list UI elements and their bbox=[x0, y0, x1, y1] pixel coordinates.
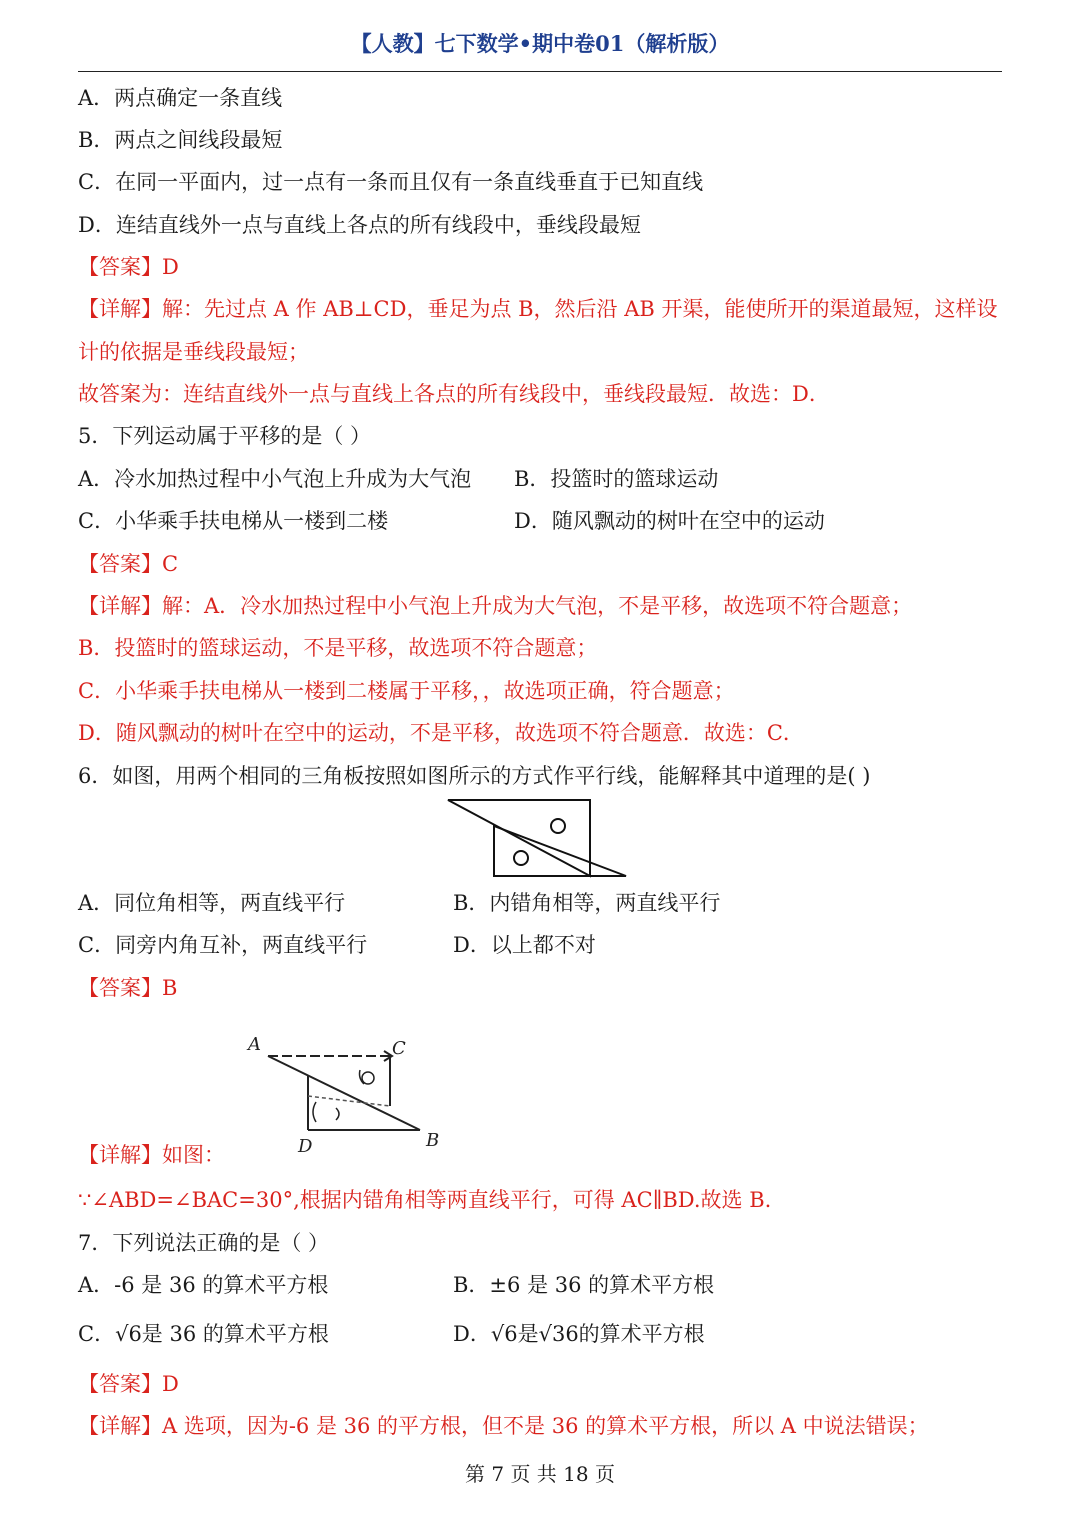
q4-answer: 【答案】D bbox=[78, 255, 179, 279]
q4-option-a: A．两点确定一条直线 bbox=[78, 86, 283, 110]
q7-option-c: C．√6是 36 的算术平方根 bbox=[78, 1322, 329, 1346]
q5-answer: 【答案】C bbox=[78, 552, 179, 576]
q5-detail-2: B．投篮时的篮球运动，不是平移，故选项不符合题意； bbox=[78, 636, 598, 660]
q4-detail-3: 故答案为：连结直线外一点与直线上各点的所有线段中，垂线段最短．故选：D． bbox=[78, 382, 830, 406]
q6-option-d: D．以上都不对 bbox=[453, 933, 596, 957]
q5-option-b: B．投篮时的篮球运动 bbox=[514, 467, 719, 491]
page-header: 【人教】七下数学•期中卷01（解析版） bbox=[350, 31, 730, 56]
q6-detail-label: 【详解】如图： bbox=[78, 1143, 225, 1167]
q6-stem: 6．如图，用两个相同的三角板按照如图所示的方式作平行线，能解释其中道理的是( ) bbox=[78, 764, 871, 788]
q4-option-c: C．在同一平面内，过一点有一条而且仅有一条直线垂直于已知直线 bbox=[78, 170, 704, 194]
q5-option-d: D．随风飘动的树叶在空中的运动 bbox=[514, 509, 825, 533]
q6-option-c: C．同旁内角互补，两直线平行 bbox=[78, 933, 368, 957]
page-footer: 第 7 页 共 18 页 bbox=[465, 1462, 615, 1486]
q7-detail: 【详解】A 选项，因为-6 是 36 的平方根，但不是 36 的算术平方根，所以 A 中说法错误； bbox=[78, 1414, 929, 1438]
q7-stem: 7．下列说法正确的是（ ） bbox=[78, 1231, 330, 1255]
q7-option-b: B．±6 是 36 的算术平方根 bbox=[453, 1273, 715, 1297]
q5-option-c: C．小华乘手扶电梯从一楼到二楼 bbox=[78, 509, 389, 533]
header-rule bbox=[78, 71, 1002, 72]
q5-option-a: A．冷水加热过程中小气泡上升成为大气泡 bbox=[78, 467, 472, 491]
q7-option-a: A．-6 是 36 的算术平方根 bbox=[78, 1273, 329, 1297]
q4-option-d: D．连结直线外一点与直线上各点的所有线段中，垂线段最短 bbox=[78, 213, 641, 237]
q5-stem: 5．下列运动属于平移的是（ ） bbox=[78, 424, 372, 448]
q6-option-a: A．同位角相等，两直线平行 bbox=[78, 891, 346, 915]
q6-answer: 【答案】B bbox=[78, 976, 178, 1000]
figure-label-c: C bbox=[392, 1038, 406, 1059]
q5-detail-3: C．小华乘手扶电梯从一楼到二楼属于平移，，故选项正确，符合题意； bbox=[78, 679, 735, 703]
q6-detail: ∵∠ABD=∠BAC=30°,根据内错角相等两直线平行，可得 AC∥BD.故选 B. bbox=[78, 1188, 772, 1212]
q4-option-b: B．两点之间线段最短 bbox=[78, 128, 283, 152]
figure-label-d: D bbox=[298, 1136, 313, 1157]
q4-detail-2: 计的依据是垂线段最短； bbox=[78, 340, 309, 364]
q6-option-b: B．内错角相等，两直线平行 bbox=[453, 891, 721, 915]
triangle-rulers-figure bbox=[440, 796, 636, 882]
q4-detail-1: 【详解】解：先过点 A 作 AB⊥CD，垂足为点 B，然后沿 AB 开渠，能使所开的渠道最短，这样设 bbox=[78, 297, 998, 321]
q7-option-d: D．√6是√36的算术平方根 bbox=[453, 1322, 705, 1346]
q5-detail-1: 【详解】解：A．冷水加热过程中小气泡上升成为大气泡，不是平移，故选项不符合题意； bbox=[78, 594, 913, 618]
q5-detail-4: D．随风飘动的树叶在空中的运动，不是平移，故选项不符合题意．故选：C． bbox=[78, 721, 804, 745]
figure-label-a: A bbox=[248, 1034, 261, 1055]
figure-label-b: B bbox=[426, 1130, 440, 1151]
q7-answer: 【答案】D bbox=[78, 1372, 179, 1396]
parallel-lines-sketch bbox=[240, 1026, 450, 1160]
